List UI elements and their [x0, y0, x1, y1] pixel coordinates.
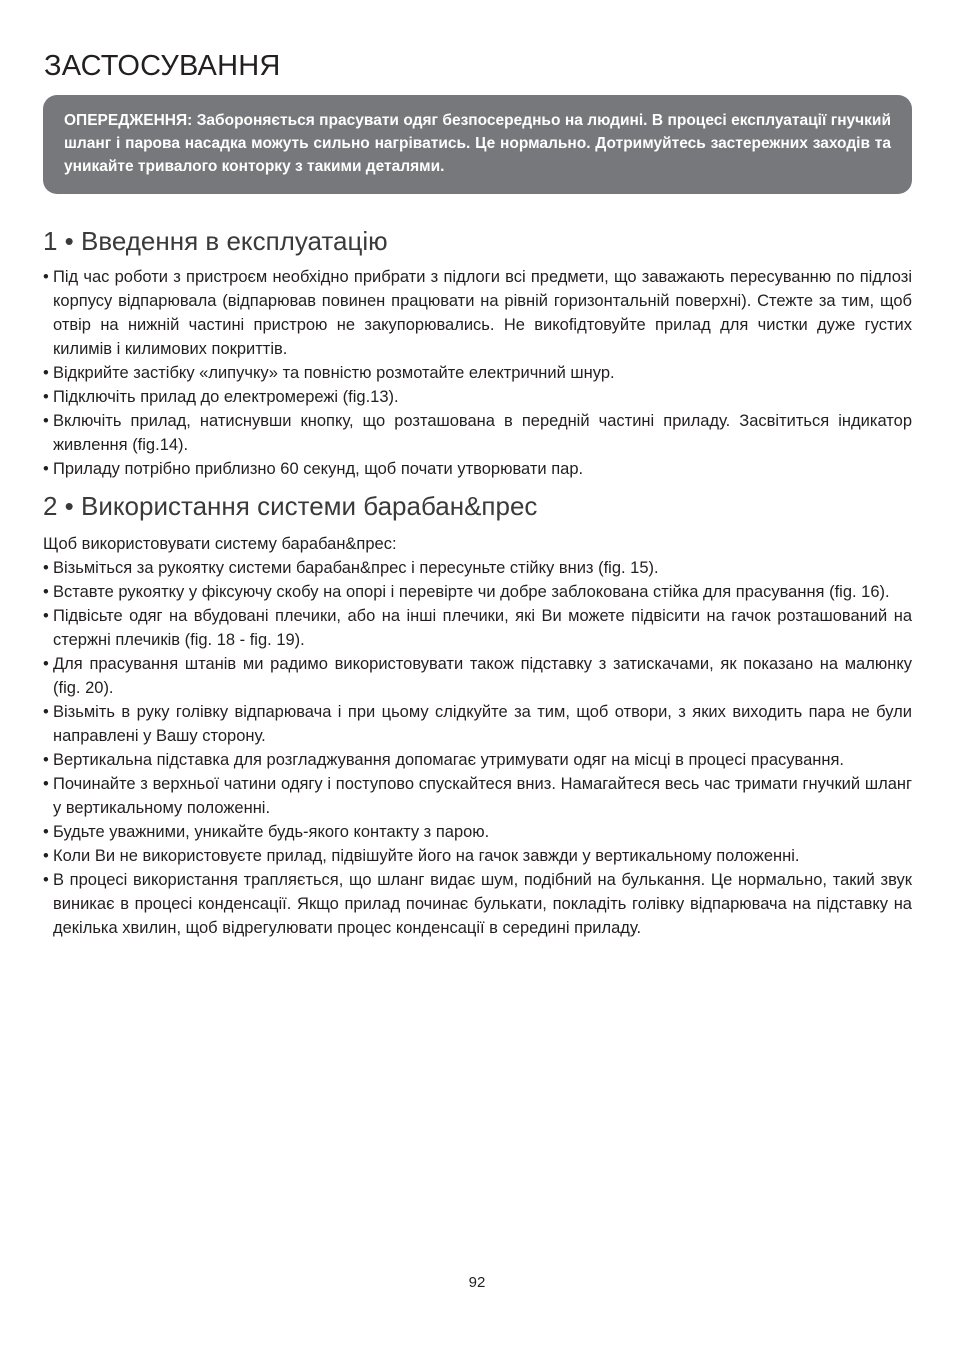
bullet-icon: •	[43, 871, 49, 889]
bullet-icon: •	[43, 823, 49, 841]
bullet-icon: •	[43, 775, 49, 793]
list-item: • Починайте з верхньої чатини одягу і поступово спускайтеся вниз. Намагайтеся весь час тримати гнучкий шланг у вертикальному положенні.	[43, 772, 912, 820]
bullet-icon: •	[43, 388, 49, 406]
section-heading: 2 • Використання системи барабан&прес	[43, 491, 538, 521]
section-commissioning	[43, 224, 912, 481]
list-item: • Візьміть в руку голівку відпарювача і при цьому слідкуйте за тим, щоб отвори, з яких виходить пара не були направлені у Вашу сторону.	[43, 700, 912, 748]
list-item: • Візьміться за рукоятку системи барабан&прес і пересуньте стійку вниз (fig. 15).	[43, 556, 912, 580]
list-item: • Включіть прилад, натиснувши кнопку, що розташована в передній частині приладу. Засвітиться індикатор живлення (fig.14).	[43, 409, 912, 457]
list-item: • Підключіть прилад до електромережі (fig.13).	[43, 385, 912, 409]
bullet-icon: •	[43, 364, 49, 382]
section-intro: Щоб використовувати систему барабан&прес:	[43, 535, 397, 553]
bullet-icon: •	[43, 460, 49, 478]
bullet-icon: •	[43, 583, 49, 601]
bullet-icon: •	[43, 412, 49, 430]
warning-box	[43, 95, 912, 194]
bullet-icon: •	[43, 607, 49, 625]
list-item: • Відкрийте застібку «липучку» та повністю розмотайте електричний шнур.	[43, 361, 912, 385]
list-item: • Будьте уважними, уникайте будь-якого контакту з парою.	[43, 820, 912, 844]
bullet-icon: •	[43, 655, 49, 673]
list-item: • Вставте рукоятку у фіксуючу скобу на опорі і перевірте чи добре заблокована стійка для прасування (fig. 16).	[43, 580, 912, 604]
list-item: • Приладу потрібно приблизно 60 секунд, щоб почати утворювати пар.	[43, 457, 912, 481]
bullet-list	[43, 265, 912, 481]
bullet-icon: •	[43, 751, 49, 769]
bullet-icon: •	[43, 268, 49, 286]
list-item: • Коли Ви не використовуєте прилад, підвішуйте його на гачок завжди у вертикальному положенні.	[43, 844, 912, 868]
list-item: • Підвісьте одяг на вбудовані плечики, або на інші плечики, які Ви можете підвісити на гачок розташований на стержні плечиків (fig. 18 - fig. 19).	[43, 604, 912, 652]
bullet-icon: •	[43, 559, 49, 577]
bullet-list	[43, 556, 912, 940]
list-item: • Для прасування штанів ми радимо використовувати також підставку з затискачами, як показано на малюнку (fig. 20).	[43, 652, 912, 700]
section-heading: 1 • Введення в експлуатацію	[43, 226, 388, 256]
section-drum-press-system	[43, 489, 912, 940]
list-item: • Під час роботи з пристроєм необхідно прибрати з підлоги всі предмети, що заважають пересуванню по підлозі корпусу відпарювала (відпарював повинен працювати на рівній горизонтальній поверхні). Стежте за тим, щоб отвір на нижній частині пристрою не закупорювались. Не викоfiдтовуйте прилад для чистки дуже густих килимів і килимових покриттів.	[43, 265, 912, 361]
bullet-icon: •	[43, 847, 49, 865]
list-item: • В процесі використання трапляється, що шланг видає шум, подібний на булькання. Це нормально, такий звук виникає в процесі конденсації. Якщо прилад починає булькати, покладіть голівку відпарювача на підставку на декілька хвилин, щоб відрегулювати процес конденсації в середині приладу.	[43, 868, 912, 940]
page-title: ЗАСТОСУВАННЯ	[44, 50, 281, 82]
warning-text: ОПЕРЕДЖЕННЯ: Забороняється прасувати одяг безпосередньо на людині. В процесі експлуатації гнучкий шланг і парова насадка можуть сильно нагріватись. Це нормально. Дотримуйтесь застережних заходів та уникайте тривалого конторку з такими деталями.	[64, 112, 891, 175]
list-item: • Вертикальна підставка для розгладжування допомагає утримувати одяг на місці в процесі прасування.	[43, 748, 912, 772]
page-number: 92	[468, 1274, 486, 1291]
bullet-icon: •	[43, 703, 49, 721]
